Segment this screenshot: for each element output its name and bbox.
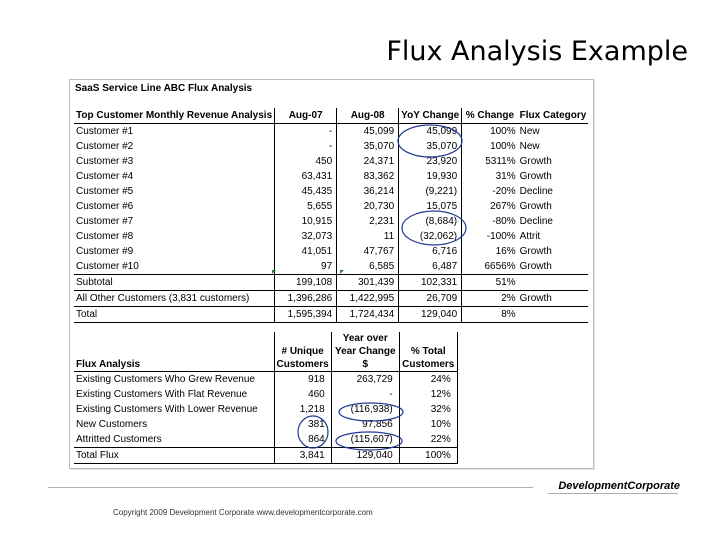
row-label: Customer #2: [76, 141, 134, 152]
table-row: [74, 184, 588, 199]
row-label: Customer #7: [76, 216, 134, 227]
copyright-text: Copyright 2009 Development Corporate www.developmentcorporate.com: [113, 508, 373, 517]
table-cell: 45,099: [337, 124, 399, 140]
table-row: [74, 259, 588, 275]
table-cell: 460: [274, 387, 331, 402]
row-label: Attritted Customers: [76, 434, 162, 445]
table-row: [74, 275, 588, 291]
table-cell: 102,331: [399, 275, 462, 291]
table-cell: 1,595,394: [275, 307, 337, 323]
row-label: New Customers: [76, 419, 148, 430]
table-row: [74, 169, 588, 184]
table-cell: 6,487: [399, 259, 462, 275]
table-cell: 2,231: [337, 214, 399, 229]
table-cell: 23,920: [399, 154, 462, 169]
table-cell: Growth: [519, 261, 552, 272]
table-cell: Decline: [519, 216, 553, 227]
table-cell: 5,655: [275, 199, 337, 214]
table-cell: 26,709: [399, 291, 462, 307]
table-cell: [518, 275, 589, 291]
table-cell: 36,214: [337, 184, 399, 199]
table-cell: Growth: [519, 171, 552, 182]
brand-logo: DevelopmentCorporate: [558, 480, 680, 492]
table-cell: 129,040: [399, 307, 462, 323]
table-cell: 129,040: [331, 448, 399, 464]
table-cell: 864: [274, 432, 331, 448]
table-cell: 6,716: [399, 244, 462, 259]
table-row: [74, 214, 588, 229]
table-cell: 19,930: [399, 169, 462, 184]
table-cell: -: [275, 139, 337, 154]
flux-col1-header-a: # Unique: [274, 345, 331, 358]
table-cell: 301,439: [337, 275, 399, 291]
table-row: [74, 307, 588, 323]
row-label: Customer #8: [76, 231, 134, 242]
flux-header-row-3: [74, 358, 457, 372]
row-label: Total Flux: [74, 448, 274, 464]
table-cell: 263,729: [331, 372, 399, 388]
table-cell: 45,099: [399, 124, 462, 140]
row-label: Total: [74, 307, 275, 323]
row-label: Customer #4: [76, 171, 134, 182]
table-cell: 35,070: [399, 139, 462, 154]
table-cell: -20%: [462, 184, 518, 199]
top-table-body: [74, 124, 588, 323]
table-cell: 22%: [399, 432, 457, 448]
table-cell: Growth: [519, 201, 552, 212]
flux-col2-header-b: $: [331, 358, 399, 372]
row-label: Existing Customers With Flat Revenue: [76, 389, 248, 400]
table-cell: 32,073: [275, 229, 337, 244]
table-cell: 20,730: [337, 199, 399, 214]
table-cell: 31%: [462, 169, 518, 184]
row-label: Customer #5: [76, 186, 134, 197]
table-row: [74, 372, 457, 388]
flux-col2-header-a: Year Change: [331, 345, 399, 358]
table-cell: Growth: [518, 291, 589, 307]
table-cell: New: [519, 126, 540, 137]
flux-col3-header-b: Customers: [399, 358, 457, 372]
table-cell: -: [331, 387, 399, 402]
spreadsheet-image: [69, 79, 594, 469]
table-row: [74, 154, 588, 169]
table-cell: 1,724,434: [337, 307, 399, 323]
sheet-title: SaaS Service Line ABC Flux Analysis: [75, 83, 253, 94]
row-label: Customer #3: [76, 156, 134, 167]
footer-divider-right: [548, 493, 678, 494]
row-label: Existing Customers Who Grew Revenue: [76, 374, 255, 385]
row-label: All Other Customers (3,831 customers): [74, 291, 275, 307]
table-cell: 2%: [462, 291, 518, 307]
flux-header-row-1: [74, 332, 457, 345]
footer-divider-left: [48, 487, 533, 488]
slide-title: Flux Analysis Example: [386, 36, 688, 67]
table-cell: 32%: [399, 402, 457, 417]
row-label: Customer #9: [76, 246, 134, 257]
table-cell: 11: [337, 229, 399, 244]
table-row: [74, 139, 588, 154]
table-row: [74, 244, 588, 259]
table-cell: 15,075: [399, 199, 462, 214]
table-cell: -100%: [462, 229, 518, 244]
table-cell: 97: [275, 259, 337, 275]
flux-table-body: [74, 372, 457, 464]
row-label: Subtotal: [74, 275, 275, 291]
row-label: Customer #1: [76, 126, 134, 137]
flux-col2-header-line0: Year over: [331, 332, 399, 345]
column-header: Top Customer Monthly Revenue Analysis: [74, 108, 275, 124]
table-cell: (9,221): [399, 184, 462, 199]
table-cell: 199,108: [275, 275, 337, 291]
table-cell: Attrit: [519, 231, 541, 242]
table-cell: Decline: [519, 186, 553, 197]
table-cell: Growth: [519, 156, 552, 167]
table-cell: 100%: [462, 139, 518, 154]
table-cell: (115,607): [331, 432, 399, 448]
table-cell: 97,856: [331, 417, 399, 432]
table-cell: 10%: [399, 417, 457, 432]
table-cell: 381: [274, 417, 331, 432]
table-cell: 3,841: [274, 448, 331, 464]
table-cell: 51%: [462, 275, 518, 291]
table-row: [74, 402, 457, 417]
table-cell: New: [519, 141, 540, 152]
table-row: [74, 229, 588, 244]
table-cell: 6,585: [337, 259, 399, 275]
table-cell: 918: [274, 372, 331, 388]
table-cell: 83,362: [337, 169, 399, 184]
table-cell: 16%: [462, 244, 518, 259]
column-header: % Change: [462, 108, 518, 124]
column-header: Flux Category: [518, 108, 589, 124]
table-cell: 24,371: [337, 154, 399, 169]
table-row: [74, 387, 457, 402]
table-row: [74, 124, 588, 140]
column-header: YoY Change: [399, 108, 462, 124]
table-cell: 100%: [399, 448, 457, 464]
table-cell: 267%: [462, 199, 518, 214]
table-cell: 100%: [462, 124, 518, 140]
table-cell: 8%: [462, 307, 518, 323]
table-cell: 24%: [399, 372, 457, 388]
column-header: Aug-08: [337, 108, 399, 124]
column-header: Aug-07: [275, 108, 337, 124]
table-cell: 1,218: [274, 402, 331, 417]
table-row: [74, 448, 457, 464]
table-cell: 63,431: [275, 169, 337, 184]
table-cell: [518, 307, 589, 323]
flux-col3-header-a: % Total: [399, 345, 457, 358]
flux-col1-header-b: Customers: [274, 358, 331, 372]
table-cell: 10,915: [275, 214, 337, 229]
table-cell: 6656%: [462, 259, 518, 275]
flux-analysis-table: [74, 332, 458, 464]
table-row: [74, 199, 588, 214]
table-row: [74, 417, 457, 432]
table-cell: (116,938): [331, 402, 399, 417]
flux-header-row-2: [74, 345, 457, 358]
table-cell: 1,422,995: [337, 291, 399, 307]
table-cell: 12%: [399, 387, 457, 402]
table-cell: 47,767: [337, 244, 399, 259]
table-cell: 41,051: [275, 244, 337, 259]
table-cell: (32,062): [399, 229, 462, 244]
table-cell: (8,684): [399, 214, 462, 229]
flux-label-header: Flux Analysis: [74, 358, 274, 372]
table-cell: Growth: [519, 246, 552, 257]
table-cell: 45,435: [275, 184, 337, 199]
table-row: [74, 291, 588, 307]
table-cell: 5311%: [462, 154, 518, 169]
table-cell: -80%: [462, 214, 518, 229]
table-cell: 450: [275, 154, 337, 169]
row-label: Customer #10: [76, 261, 139, 272]
table-row: [74, 432, 457, 448]
top-customer-table: [74, 108, 588, 323]
table-cell: 35,070: [337, 139, 399, 154]
table-cell: -: [275, 124, 337, 140]
table-header-row: [74, 108, 588, 124]
row-label: Customer #6: [76, 201, 134, 212]
row-label: Existing Customers With Lower Revenue: [76, 404, 258, 415]
table-cell: 1,396,286: [275, 291, 337, 307]
